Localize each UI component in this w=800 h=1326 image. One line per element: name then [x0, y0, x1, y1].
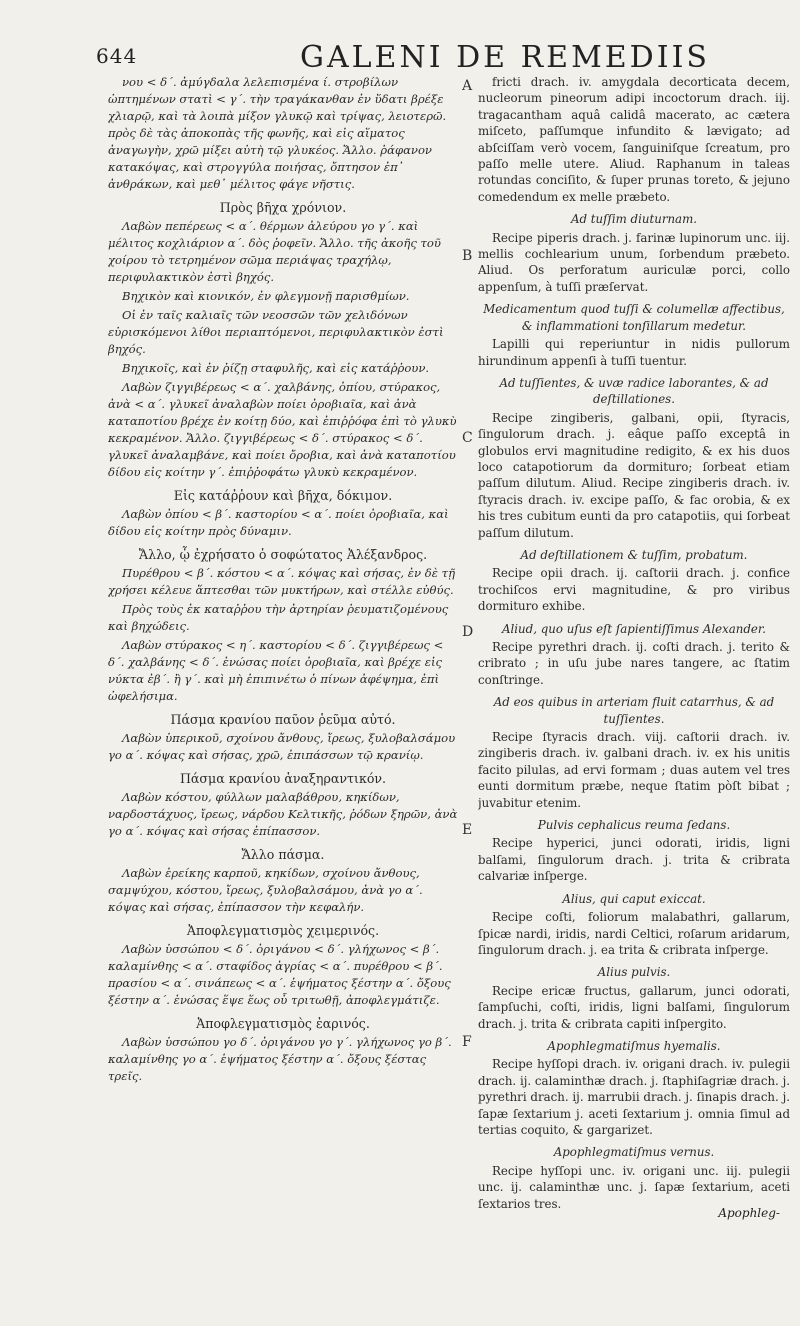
paragraph: Βηχικοῖς, καὶ ἐν ῥίζῃ σταφυλῆς, καὶ εἰς κατάῤῥουν.: [122, 361, 430, 375]
margin-letter-a: A: [462, 78, 473, 94]
section-heading: Apophlegmatiſmus vernus.: [553, 1145, 715, 1160]
section-heading: Ad eos quibus in arteriam fluit catarrhus, & ad tuſſientes.: [493, 695, 775, 726]
latin-text-column: [478, 74, 790, 1244]
margin-letter-e: E: [462, 822, 473, 838]
paragraph: Lapilli qui reperiuntur in nidis pullorum hirundinum appenſi à tuſſi tuentur.: [478, 337, 790, 368]
paragraph: Λαβὼν πεπέρεως < α΄. θέρμων ἀλεύρου γο γ΄. καὶ μέλιτος κοχλιάριον α΄. δὸς ῥοφεῖν. Ἄλλο. τῆς ἀκοῆς τοῦ χοίρου τὸ τετρημένον σῶμα περιάψας τραχήλῳ, περιφυλακτικὸν ἐστὶ βηχός.: [108, 219, 441, 284]
section-heading: Medicamentum quod tuſſi & columellæ affectibus, & inflammationi tonſillarum medetur.: [483, 302, 785, 333]
paragraph: Λαβὼν στύρακος < η΄. καστορίου < δ΄. ζιγγιβέρεως < δ΄. χαλβάνης < δ΄. ἑνώσας ποίει ὀροβιαῖα, καὶ βρέχε εἰς νύκτα ἐβ΄. ἢ γ΄. καὶ μὴ ἐπιπινέτω ὁ πίνων ἀφέψημα, ἐπὶ ὠφελήσιμα.: [108, 638, 444, 703]
catchword: Apophleg-: [718, 1206, 780, 1220]
section-heading: Alius pulvis.: [597, 965, 671, 980]
running-title: GALENI DE REMEDIIS: [300, 40, 710, 75]
section-heading: Ἄλλο πάσμα.: [241, 847, 325, 862]
section-heading: Ad deſtillationem & tuſſim, probatum.: [520, 547, 748, 562]
paragraph: Recipe opii drach. ij. caſtorii drach. j. confice trochiſcos ervi magnitudine, & pro viribus dormituro exhibe.: [478, 566, 790, 614]
greek-text-column: [108, 74, 458, 1224]
section-heading: Aliud, quo uſus eſt ſapientiſſimus Alexander.: [501, 621, 766, 636]
paragraph: Βηχικὸν καὶ κιονικόν, ἐν φλεγμονῇ παρισθμίων.: [122, 289, 410, 303]
section-heading: Ἀποφλεγματισμὸς ἐαρινός.: [196, 1016, 370, 1031]
paragraph: Λαβὼν ὀπίου < β΄. καστορίου < α΄. ποίει ὀροβιαῖα, καὶ δίδου εἰς κοίτην πρὸς δύναμιν.: [108, 507, 449, 538]
section-heading: Εἰς κατάῤῥουν καὶ βῆχα, δόκιμον.: [173, 488, 393, 503]
section-heading: Ad tuſſientes, & uvæ radice laborantes, & ad deſtillationes.: [499, 375, 769, 407]
margin-letter-f: F: [462, 1034, 472, 1050]
paragraph: Recipe ſtyracis drach. viij. caſtorii drach. iv. zingiberis drach. iv. galbani drach. iv. ex his unitis facito pilulas, ad ervi formam ; duas autem vel tres eunti dormitum præbe, neque ſtatim pòſt bibat ; juvabitur etenim.: [478, 730, 790, 810]
section-heading: Alius, qui caput exiccat.: [562, 891, 706, 906]
section-heading: Πρὸς βῆχα χρόνιον.: [219, 200, 347, 215]
paragraph: Recipe pyrethri drach. ij. coſti drach. j. terito & cribrato ; in uſu jube nares tangere, ac ſtatim conſtringe.: [478, 640, 790, 687]
paragraph: fricti drach. iv. amygdala decorticata decem, nucleorum pineorum adipi incoctorum drach. iij. tragacantham aquâ calidâ macerato, ac cætera miſceto, paſſumque infundito & lævigato; ad abſciſſam verò vocem, ſanguiniſque ſcreatum, pro paſſo melle utere. Aliud. Raphanum in taleas rotundas conciſito, & ſuper prunas toreto, & jejuno comedendum ex melle præbeto.: [478, 75, 790, 204]
paragraph: Recipe hyſſopi drach. iv. origani drach. iv. pulegii drach. ij. calaminthæ drach. j. ſtaphiſagriæ drach. j. pyrethri drach. ij. marrubii drach. j. ſinapis drach. j. ſapæ ſextarium j. aceti ſextarium j. omnia ſimul ad tertias coquito, & gargarizet.: [478, 1057, 790, 1137]
paragraph: νου < δ΄. ἀμύγδαλα λελεπισμένα ί. στροβίλων ὠπτημένων στατὶ < γ΄. τὴν τραγάκανθαν ἐν ὕδατι βρέξε χλιαρῷ, καὶ τὰ λοιπὰ μίξον γλυκῷ καὶ τρίψας, λειοτερῶ. πρὸς δὲ τὰς ἀποκοπὰς τῆς φωνῆς, καὶ εἰς αἵματος ἀναγωγὴν, χρῶ μίξει αὐτὴ τῷ γλυκέος. Ἄλλο. ῥάφανον κατακόψας, καὶ στρογγύλα ποιήσας, ὄπτησον ἐπ᾽ ἀνθράκων, καὶ μεθ᾽ μέλιτος φάγε νῆστις.: [108, 75, 447, 191]
section-heading: Ἄλλο, ᾧ ἐχρήσατο ὁ σοφώτατος Ἀλέξανδρος.: [138, 547, 428, 562]
section-heading: Pulvis cephalicus reuma ſedans.: [537, 818, 731, 833]
paragraph: Λαβὼν ἐρείκης καρποῦ, κηκίδων, σχοίνου ἄνθους, σαμψύχου, κόστου, ἴρεως, ξυλοβαλσάμου, ἀνὰ γο α΄. κόψας καὶ σήσας, ἐπίπασσον τὴν κεφαλήν.: [108, 866, 423, 914]
paragraph: Recipe zingiberis, galbani, opii, ſtyracis, ſingulorum drach. j. eâque paſſo exceptâ in globulos ervi magnitudine redigito, & ex his duos loco catapotiorum da dormituro; ſorbeat etiam paſſum dilutum. Aliud. Recipe zingiberis drach. iv. ſtyracis drach. iv. excipe paſſo, & fac orobia, & ex his tres cubitum eunti da pro catapotiis, qui ſorbeat paſſum dilutum.: [478, 410, 790, 540]
page-header: [0, 40, 800, 74]
paragraph: Recipe piperis drach. j. farinæ lupinorum unc. iij. mellis cochlearium unum, ſorbendum præbeto. Aliud. Os perforatum auriculæ porci, collo appenſum, à tuſſi præſervat.: [478, 230, 790, 294]
paragraph: Λαβὼν κόστου, φύλλων μαλαβάθρου, κηκίδων, ναρδοστάχυος, ἴρεως, νάρδου Κελτικῆς, ῥόδων ξηρῶν, ἀνὰ γο α΄. κόψας καὶ σήσας ἐπίπασσον.: [108, 790, 458, 838]
paragraph: Recipe hyperici, junci odorati, iridis, ligni balſami, ſingulorum drach. j. trita & cribrata calvariæ inſperge.: [478, 836, 790, 884]
paragraph: Λαβὼν ὑσσώπου < δ΄. ὀριγάνου < δ΄. γλήχωνος < β΄. καλαμίνθης < α΄. σταφίδος ἀγρίας < α΄. πυρέθρου < β΄. πρασίου < α΄. σινάπεως < α΄. ἑψήματος ξέστην α΄. ὄξους ξέστην α΄. ἑνώσας ἕψε ἕως οὗ τριτωθῇ, ἀποφλεγμάτιζε.: [108, 942, 451, 1007]
section-heading: Ad tuſſim diuturnam.: [570, 212, 698, 227]
margin-letter-d: D: [462, 624, 474, 640]
section-heading: Πάσμα κρανίου ἀναξηραντικόν.: [179, 771, 387, 786]
margin-letter-c: C: [462, 430, 473, 446]
paragraph: Recipe ericæ fructus, gallarum, junci odorati, ſampſuchi, coſti, iridis, ligni balſami, ſingulorum drach. j. trita & cribrata capiti inſpergito.: [478, 983, 790, 1031]
paragraph: Λαβὼν ὑπερικοῦ, σχοίνου ἄνθους, ἴρεως, ξυλοβαλσάμου γο α΄. κόψας καὶ σήσας, χρῶ, ἐπιπάσσων τῷ κρανίῳ.: [108, 731, 456, 762]
paragraph: Λαβὼν ζιγγιβέρεως < α΄. χαλβάνης, ὀπίου, στύρακος, ἀνὰ < α΄. γλυκεῖ ἀναλαβὼν ποίει ὀροβιαῖα, καὶ ἀνὰ καταποτίου βρέχε ἐν κοίτῃ δύο, καὶ ἐπιῤῥόφα ἐπὶ τὸ γλυκὺ κεκραμένον. Ἄλλο. ζιγγιβέρεως < δ΄. στύρακος < δ΄. γλυκεῖ ἀναλαμβάνε, καὶ ποίει ὄροβια, καὶ ἀνὰ καταποτίου δίδου εἰς κοίτην γ΄. ἐπιῤῥοφάτω γλυκὺ κεκραμένον.: [108, 380, 457, 479]
paragraph: Οἱ ἐν ταῖς καλιαῖς τῶν νεοσσῶν τῶν χελιδόνων εὑρισκόμενοι λίθοι περιαπτόμενοι, περιφυλακτικὸν ἐστὶ βηχός.: [108, 308, 444, 356]
paragraph: Πρὸς τοὺς ἐκ καταῤῥου τὴν ἀρτηρίαν ῥευματιζομένους καὶ βηχώδεις.: [108, 602, 449, 633]
paragraph: Λαβὼν ὑσσώπου γο δ΄. ὀριγάνου γο γ΄. γλήχωνος γο β΄. καλαμίνθης γο α΄. ἑψήματος ξέστην α΄. ὄξους ξέστας τρεῖς.: [108, 1035, 452, 1083]
section-heading: Ἀποφλεγματισμὸς χειμερινός.: [186, 923, 380, 938]
section-heading: Apophlegmatiſmus hyemalis.: [547, 1038, 721, 1053]
margin-letter-b: B: [462, 248, 473, 264]
section-heading: Πάσμα κρανίου παῦον ῥεῦμα αὐτό.: [170, 712, 396, 727]
paragraph: Recipe coſti, foliorum malabathri, gallarum, ſpicæ nardi, iridis, nardi Celtici, roſarum aridarum, ſingulorum drach. j. ea trita & cribrata inſperge.: [478, 910, 790, 957]
paragraph: Recipe hyſſopi unc. iv. origani unc. iij. pulegii unc. ij. calaminthæ unc. j. ſapæ ſextarium, aceti ſextarios tres.: [478, 1163, 790, 1211]
paragraph: Πυρέθρου < β΄. κόστου < α΄. κόψας καὶ σήσας, ἐν δὲ τῇ χρήσει κέλευε ἅπτεσθαι τῶν μυκτήρων, καὶ στέλλε εὐθύς.: [108, 566, 456, 597]
page-number: 644: [96, 44, 138, 68]
